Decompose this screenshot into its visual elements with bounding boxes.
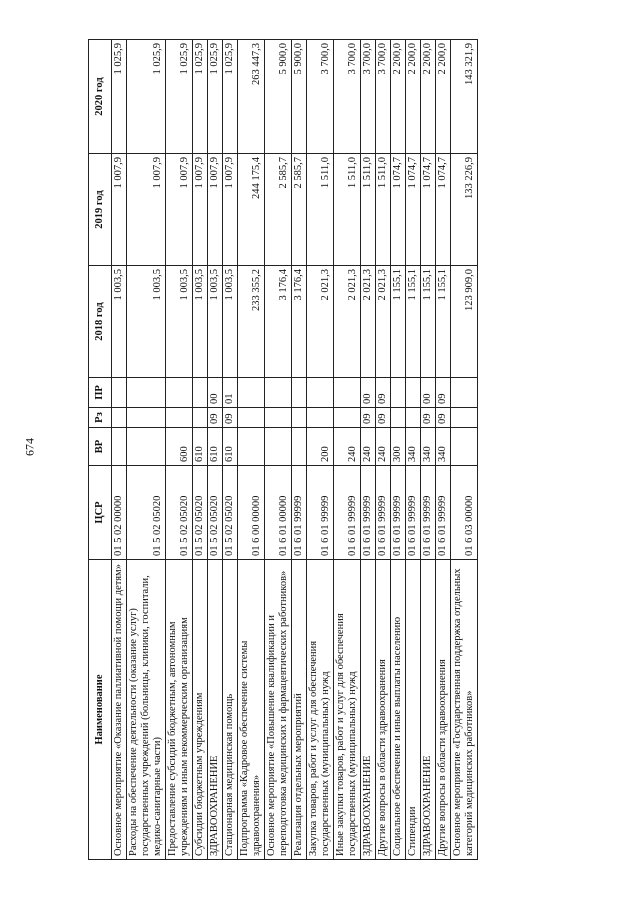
- table-row: [238, 40, 265, 860]
- cell-2018: 1 155,1: [421, 266, 436, 378]
- cell-csr: 01 5 02 05020: [223, 466, 238, 560]
- cell-2019: 1 007,9: [112, 154, 127, 266]
- cell-vr: [127, 428, 166, 466]
- cell-pr: [265, 378, 292, 408]
- table-row: [166, 40, 193, 860]
- cell-name: Закупка товаров, работ и услуг для обеспечения государственных (муниципальных) нужд: [307, 560, 334, 860]
- table-row: [361, 40, 376, 860]
- cell-2020: 5 900,0: [265, 40, 292, 154]
- cell-csr: 01 6 01 99999: [376, 466, 391, 560]
- cell-2019: 1 074,7: [391, 154, 406, 266]
- table-row: [223, 40, 238, 860]
- cell-rz: 09: [376, 408, 391, 428]
- budget-table: [88, 39, 478, 860]
- cell-pr: 09: [376, 378, 391, 408]
- cell-csr: 01 6 01 99999: [361, 466, 376, 560]
- cell-csr: 01 6 01 99999: [436, 466, 451, 560]
- cell-rz: [166, 408, 193, 428]
- cell-pr: [307, 378, 334, 408]
- cell-rz: [451, 408, 478, 428]
- cell-2020: 2 200,0: [391, 40, 406, 154]
- cell-2019: 1 007,9: [193, 154, 208, 266]
- cell-name: Реализация отдельных мероприятий: [292, 560, 307, 860]
- cell-vr: 600: [166, 428, 193, 466]
- table-row: [265, 40, 292, 860]
- cell-name: Другие вопросы в области здравоохранения: [376, 560, 391, 860]
- table-row: [334, 40, 361, 860]
- cell-2019: 1 007,9: [223, 154, 238, 266]
- cell-rz: 09: [361, 408, 376, 428]
- cell-2019: 1 511,0: [307, 154, 334, 266]
- cell-name: ЗДРАВООХРАНЕНИЕ: [361, 560, 376, 860]
- cell-name: Предоставление субсидий бюджетным, автономным учреждениям и иным некоммерческим организациям: [166, 560, 193, 860]
- cell-csr: 01 6 01 99999: [421, 466, 436, 560]
- cell-2018: 1 003,5: [112, 266, 127, 378]
- cell-2020: 2 200,0: [406, 40, 421, 154]
- cell-2018: 2 021,3: [334, 266, 361, 378]
- cell-rz: 09: [208, 408, 223, 428]
- cell-rz: 09: [421, 408, 436, 428]
- cell-pr: [334, 378, 361, 408]
- cell-name: Основное мероприятие «Повышение квалификации и переподготовка медицинских и фармацевтических работников»: [265, 560, 292, 860]
- cell-2019: 1 511,0: [376, 154, 391, 266]
- cell-csr: 01 5 02 05020: [193, 466, 208, 560]
- cell-name: Социальное обеспечение и иные выплаты населению: [391, 560, 406, 860]
- cell-csr: 01 5 02 05020: [208, 466, 223, 560]
- cell-vr: 610: [223, 428, 238, 466]
- cell-2020: 1 025,9: [193, 40, 208, 154]
- column-header: 2019 год: [89, 154, 112, 266]
- table-body: [112, 40, 478, 860]
- cell-pr: 01: [223, 378, 238, 408]
- cell-2019: 1 511,0: [361, 154, 376, 266]
- cell-csr: 01 5 02 05020: [166, 466, 193, 560]
- cell-name: Другие вопросы в области здравоохранения: [436, 560, 451, 860]
- cell-rz: [334, 408, 361, 428]
- table-row: [127, 40, 166, 860]
- cell-2018: 233 355,2: [238, 266, 265, 378]
- cell-2020: 1 025,9: [166, 40, 193, 154]
- cell-2019: 2 585,7: [292, 154, 307, 266]
- column-header: ЦСР: [89, 466, 112, 560]
- cell-2020: 3 700,0: [334, 40, 361, 154]
- cell-name: Подпрограмма «Кадровое обеспечение системы здравоохранения»: [238, 560, 265, 860]
- cell-2019: 2 585,7: [265, 154, 292, 266]
- cell-2019: 1 007,9: [166, 154, 193, 266]
- cell-name: Стипендии: [406, 560, 421, 860]
- cell-2018: 1 003,5: [193, 266, 208, 378]
- cell-vr: [292, 428, 307, 466]
- table-row: [307, 40, 334, 860]
- cell-vr: [265, 428, 292, 466]
- cell-csr: 01 6 01 99999: [391, 466, 406, 560]
- cell-2020: 3 700,0: [376, 40, 391, 154]
- cell-2018: 1 003,5: [127, 266, 166, 378]
- cell-2019: 244 175,4: [238, 154, 265, 266]
- cell-rz: [193, 408, 208, 428]
- cell-rz: [406, 408, 421, 428]
- cell-2018: 1 155,1: [391, 266, 406, 378]
- cell-pr: [238, 378, 265, 408]
- table-row: [421, 40, 436, 860]
- cell-2020: 3 700,0: [361, 40, 376, 154]
- cell-vr: [112, 428, 127, 466]
- cell-rz: 09: [436, 408, 451, 428]
- cell-rz: [112, 408, 127, 428]
- column-header: 2018 год: [89, 266, 112, 378]
- cell-pr: [406, 378, 421, 408]
- cell-csr: 01 6 03 00000: [451, 466, 478, 560]
- cell-name: Основное мероприятие «Государственная поддержка отдельных категорий медицинских работников»: [451, 560, 478, 860]
- cell-vr: 340: [421, 428, 436, 466]
- cell-rz: [265, 408, 292, 428]
- column-header: ВР: [89, 428, 112, 466]
- cell-csr: 01 6 01 99999: [334, 466, 361, 560]
- cell-2020: 1 025,9: [223, 40, 238, 154]
- table-row: [436, 40, 451, 860]
- table-row: [406, 40, 421, 860]
- cell-2018: 1 155,1: [406, 266, 421, 378]
- cell-vr: 240: [376, 428, 391, 466]
- cell-pr: 00: [208, 378, 223, 408]
- page-number: 674: [22, 438, 37, 456]
- cell-2020: 143 321,9: [451, 40, 478, 154]
- cell-2018: 1 003,5: [208, 266, 223, 378]
- cell-vr: 340: [406, 428, 421, 466]
- cell-name: Субсидии бюджетным учреждениям: [193, 560, 208, 860]
- cell-csr: 01 6 01 00000: [265, 466, 292, 560]
- cell-pr: [451, 378, 478, 408]
- cell-2020: 3 700,0: [307, 40, 334, 154]
- cell-rz: [292, 408, 307, 428]
- cell-vr: 240: [334, 428, 361, 466]
- cell-csr: 01 6 00 00000: [238, 466, 265, 560]
- cell-2018: 123 909,0: [451, 266, 478, 378]
- cell-vr: 610: [208, 428, 223, 466]
- cell-2019: 1 074,7: [436, 154, 451, 266]
- cell-csr: 01 6 01 99999: [292, 466, 307, 560]
- cell-vr: [238, 428, 265, 466]
- cell-pr: [292, 378, 307, 408]
- table-row: [193, 40, 208, 860]
- cell-vr: [451, 428, 478, 466]
- cell-2020: 1 025,9: [112, 40, 127, 154]
- cell-vr: 240: [361, 428, 376, 466]
- cell-pr: [193, 378, 208, 408]
- cell-name: Расходы на обеспечение деятельности (оказание услуг) государственных учреждений (больницы, клиники, госпитали, медико-санитарные части): [127, 560, 166, 860]
- cell-2020: 2 200,0: [436, 40, 451, 154]
- cell-2018: 3 176,4: [265, 266, 292, 378]
- cell-pr: 00: [361, 378, 376, 408]
- cell-vr: 200: [307, 428, 334, 466]
- table-row: [391, 40, 406, 860]
- cell-pr: [166, 378, 193, 408]
- cell-pr: 00: [421, 378, 436, 408]
- table-header-row: [89, 40, 112, 860]
- cell-name: Стационарная медицинская помощь: [223, 560, 238, 860]
- table-row: [292, 40, 307, 860]
- cell-name: Основное мероприятие «Оказание паллиативной помощи детям»: [112, 560, 127, 860]
- cell-csr: 01 6 01 99999: [307, 466, 334, 560]
- cell-2019: 1 007,9: [127, 154, 166, 266]
- cell-csr: 01 5 02 05020: [127, 466, 166, 560]
- table-row: [376, 40, 391, 860]
- cell-2020: 1 025,9: [127, 40, 166, 154]
- cell-rz: [307, 408, 334, 428]
- cell-pr: [391, 378, 406, 408]
- column-header: ПР: [89, 378, 112, 408]
- cell-2018: 1 003,5: [223, 266, 238, 378]
- cell-name: ЗДРАВООХРАНЕНИЕ: [208, 560, 223, 860]
- cell-2019: 1 074,7: [406, 154, 421, 266]
- cell-2020: 5 900,0: [292, 40, 307, 154]
- cell-pr: [127, 378, 166, 408]
- cell-csr: 01 5 02 00000: [112, 466, 127, 560]
- cell-2018: 2 021,3: [307, 266, 334, 378]
- cell-2018: 1 003,5: [166, 266, 193, 378]
- cell-rz: 09: [223, 408, 238, 428]
- cell-rz: [127, 408, 166, 428]
- cell-2018: 2 021,3: [376, 266, 391, 378]
- cell-name: ЗДРАВООХРАНЕНИЕ: [421, 560, 436, 860]
- table-row: [451, 40, 478, 860]
- cell-2019: 1 007,9: [208, 154, 223, 266]
- cell-2019: 133 226,9: [451, 154, 478, 266]
- rotated-page: [88, 40, 593, 860]
- cell-2019: 1 511,0: [334, 154, 361, 266]
- column-header: Рз: [89, 408, 112, 428]
- cell-vr: 340: [436, 428, 451, 466]
- cell-vr: 610: [193, 428, 208, 466]
- cell-pr: 09: [436, 378, 451, 408]
- cell-csr: 01 6 01 99999: [406, 466, 421, 560]
- cell-2020: 1 025,9: [208, 40, 223, 154]
- cell-2018: 3 176,4: [292, 266, 307, 378]
- cell-2018: 2 021,3: [361, 266, 376, 378]
- cell-rz: [391, 408, 406, 428]
- cell-vr: 300: [391, 428, 406, 466]
- column-header: Наименование: [89, 560, 112, 860]
- cell-2018: 1 155,1: [436, 266, 451, 378]
- cell-2020: 2 200,0: [421, 40, 436, 154]
- cell-2020: 263 447,3: [238, 40, 265, 154]
- cell-2019: 1 074,7: [421, 154, 436, 266]
- cell-rz: [238, 408, 265, 428]
- cell-name: Иные закупки товаров, работ и услуг для обеспечения государственных (муниципальных) нужд: [334, 560, 361, 860]
- cell-pr: [112, 378, 127, 408]
- column-header: 2020 год: [89, 40, 112, 154]
- table-row: [208, 40, 223, 860]
- table-row: [112, 40, 127, 860]
